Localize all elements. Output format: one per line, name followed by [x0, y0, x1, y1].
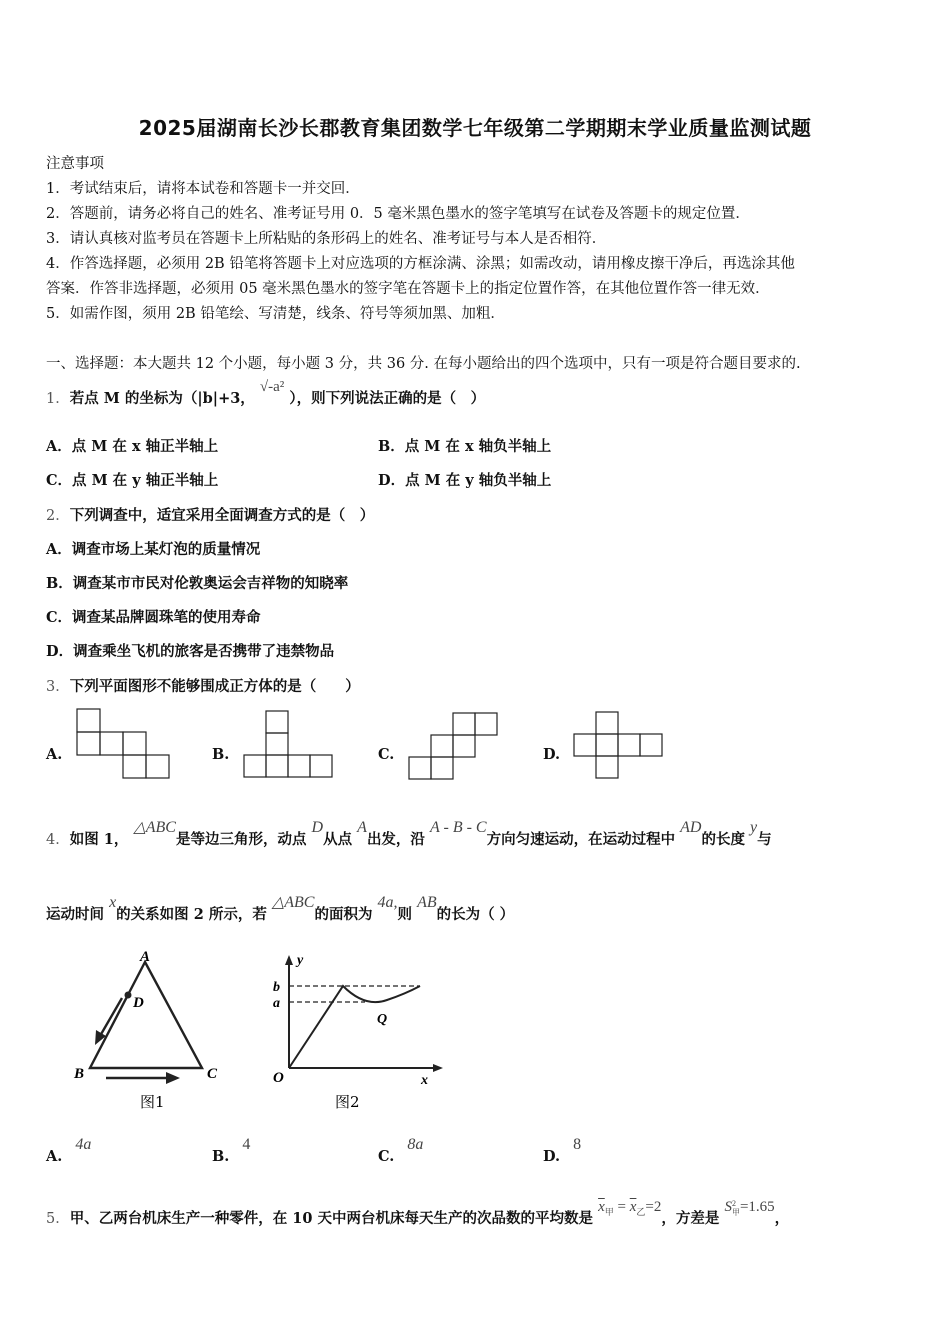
q5-var-sub: 甲	[731, 1207, 740, 1217]
q5-number: 5．	[46, 1211, 70, 1227]
q3-label-b[interactable]: B.	[212, 746, 230, 763]
q4-math-4: A - B - C	[430, 819, 487, 836]
notice-item-4: 4．作答选择题，必须用 2B 铅笔将答题卡上对应选项的方框涂满、涂黑；如需改动，请用橡皮擦干净后，再选涂其他	[46, 256, 795, 272]
q3-number: 3．	[46, 679, 70, 695]
q1-option-c[interactable]: C．点 M 在 y 轴正半轴上	[46, 472, 219, 489]
q4-option-d-label: D.	[543, 1148, 561, 1165]
q4-math-9: △ABC	[271, 894, 315, 911]
q1-option-b[interactable]: B．点 M 在 x 轴负半轴上	[378, 438, 552, 455]
cube-net-c	[408, 712, 503, 784]
q5-var-s: S	[724, 1199, 732, 1215]
q2-option-c[interactable]: C．调查某品牌圆珠笔的使用寿命	[46, 609, 261, 626]
notice-item-5: 5．如需作图，须用 2B 铅笔绘、写清楚，线条、符号等须加黑、加粗．	[46, 306, 505, 322]
q4-math-11: AB	[417, 894, 437, 911]
q4-text-6: 的长度	[701, 831, 745, 848]
question-3	[46, 675, 360, 696]
q4-text-10: 的面积为	[314, 906, 373, 923]
fig2-label-a: a	[273, 996, 280, 1011]
fig2-label-x: x	[421, 1073, 428, 1088]
q4-option-c-label: C.	[378, 1148, 395, 1165]
fig1-label-a: A	[140, 949, 151, 965]
question-4-line1	[46, 819, 772, 849]
question-5	[46, 1198, 790, 1230]
q5-tail: ，	[774, 1210, 790, 1227]
fig2-label-b: b	[273, 980, 280, 995]
notice-item-1: 1．考试结束后，请将本试卷和答题卡一并交回．	[46, 181, 360, 197]
notice-item-2: 2．答题前，请务必将自己的姓名、准考证号用 0．5 毫米黑色墨水的签字笔填写在试卷及答题卡的规定位置．	[46, 206, 750, 222]
q1-option-d[interactable]: D．点 M 在 y 轴负半轴上	[378, 472, 552, 489]
q4-text-3: 从点	[323, 831, 353, 848]
q4-text-5: 方向匀速运动，在运动过程中	[486, 831, 676, 848]
cube-net-a	[76, 708, 171, 780]
fig1-label-d: D	[133, 995, 144, 1011]
question-4-line2	[46, 894, 515, 924]
q3-label-a[interactable]: A.	[46, 746, 63, 763]
q5-eq: =	[613, 1199, 630, 1215]
q5-mean-x1: $\overline{x}$	[598, 1199, 605, 1215]
fig2-label-y: y	[297, 953, 304, 968]
q5-text-2: ，方差是	[661, 1210, 720, 1227]
q4-math-6: y	[750, 819, 758, 836]
section-heading: 一、选择题：本大题共 12 个小题，每小题 3 分，共 36 分. 在每小题给出的四个选项中，只有一项是符合题目要求的.	[46, 356, 801, 372]
q5-mean-sub1: 甲	[604, 1207, 614, 1217]
figure-1-triangle	[70, 950, 230, 1115]
q1-text-b: ），则下列说法正确的是（ ）	[289, 390, 486, 407]
q2-number: 2．	[46, 508, 70, 524]
q5-text: 甲、乙两台机床生产一种零件，在 10 天中两台机床每天生产的次品数的平均数是	[69, 1210, 594, 1227]
q5-var-sup: 2	[731, 1198, 736, 1208]
q1-number: 1．	[46, 391, 70, 407]
q4-option-c-value: 8a	[407, 1136, 424, 1153]
q4-option-b-value: 4	[242, 1136, 251, 1153]
q1-option-a[interactable]: A．点 M 在 x 轴正半轴上	[46, 438, 219, 455]
q4-text-12: 的长为（ ）	[436, 906, 515, 923]
q1-text-a: 若点 M 的坐标为（|b|+3，	[69, 390, 255, 407]
page-title: 2025届湖南长沙长郡教育集团数学七年级第二学期期末学业质量监测试题	[138, 116, 812, 140]
q4-text-8: 运动时间	[46, 906, 104, 923]
q4-text-11: 则	[397, 906, 413, 923]
q4-text-9: 的关系如图 2 所示，若	[116, 906, 267, 923]
q5-mean-x2: $\overline{x}$	[629, 1199, 637, 1215]
fig2-caption: 图2	[335, 1093, 360, 1111]
fig2-label-o: O	[273, 1070, 284, 1086]
q4-text-4: 出发，沿	[366, 831, 425, 848]
q4-option-a[interactable]	[46, 1136, 92, 1166]
q4-option-d-value: 8	[573, 1136, 582, 1153]
q4-option-b[interactable]	[212, 1136, 251, 1166]
q4-number: 4．	[46, 832, 70, 848]
q4-math-8: x	[109, 894, 117, 911]
fig1-label-b: B	[74, 1066, 85, 1082]
q4-option-a-value: 4a	[75, 1136, 92, 1153]
q4-math-5: AD	[680, 819, 702, 836]
q4-option-d[interactable]	[543, 1136, 582, 1166]
q3-label-c[interactable]: C.	[378, 746, 395, 763]
q5-mean-expr	[598, 1199, 661, 1215]
q4-option-c[interactable]	[378, 1136, 424, 1166]
q1-math: √-a²	[259, 379, 285, 395]
q4-math-2: D	[311, 819, 324, 836]
q2-option-d[interactable]: D．调查乘坐飞机的旅客是否携带了违禁物品	[46, 643, 335, 660]
fig2-label-q: Q	[377, 1012, 388, 1027]
q2-option-b[interactable]: B．调查某市市民对伦敦奥运会吉祥物的知晓率	[46, 575, 349, 592]
figure-2-graph	[265, 950, 445, 1115]
q4-text-2: 是等边三角形，动点	[175, 831, 307, 848]
question-1	[46, 379, 486, 408]
q2-text: 下列调查中，适宜采用全面调查方式的是（ ）	[69, 507, 375, 524]
q2-option-a[interactable]: A．调查市场上某灯泡的质量情况	[46, 541, 261, 558]
fig1-caption: 图1	[140, 1093, 165, 1111]
cube-net-d	[574, 711, 669, 783]
q4-text-1: 如图 1，	[69, 831, 129, 848]
q5-variance-expr	[724, 1199, 774, 1215]
q4-option-a-label: A.	[46, 1148, 63, 1165]
notice-item-4-cont: 答案．作答非选择题，必须用 05 毫米黑色墨水的签字笔在答题卡上的指定位置作答，在其他位置作答一律无效．	[46, 281, 770, 297]
question-2	[46, 504, 374, 525]
notice-item-3: 3．请认真核对监考员在答题卡上所粘贴的条形码上的姓名、准考证号与本人是否相符．	[46, 231, 607, 247]
q4-option-b-label: B.	[212, 1148, 230, 1165]
q4-math-10: 4a,	[377, 894, 398, 911]
q3-text: 下列平面图形不能够围成正方体的是（ ）	[69, 678, 360, 695]
q5-mean-val: =2	[645, 1199, 662, 1215]
q4-math-3: A	[357, 819, 367, 836]
cube-net-b	[242, 710, 337, 782]
q5-mean-sub2: 乙	[636, 1207, 646, 1217]
q4-text-7: 与	[757, 831, 772, 848]
notice-heading: 注意事项	[46, 156, 104, 172]
q5-var-val: =1.65	[739, 1199, 775, 1215]
q4-math-1: △ABC	[133, 819, 176, 836]
q3-label-d[interactable]: D.	[543, 746, 561, 763]
fig1-label-c: C	[207, 1066, 218, 1082]
